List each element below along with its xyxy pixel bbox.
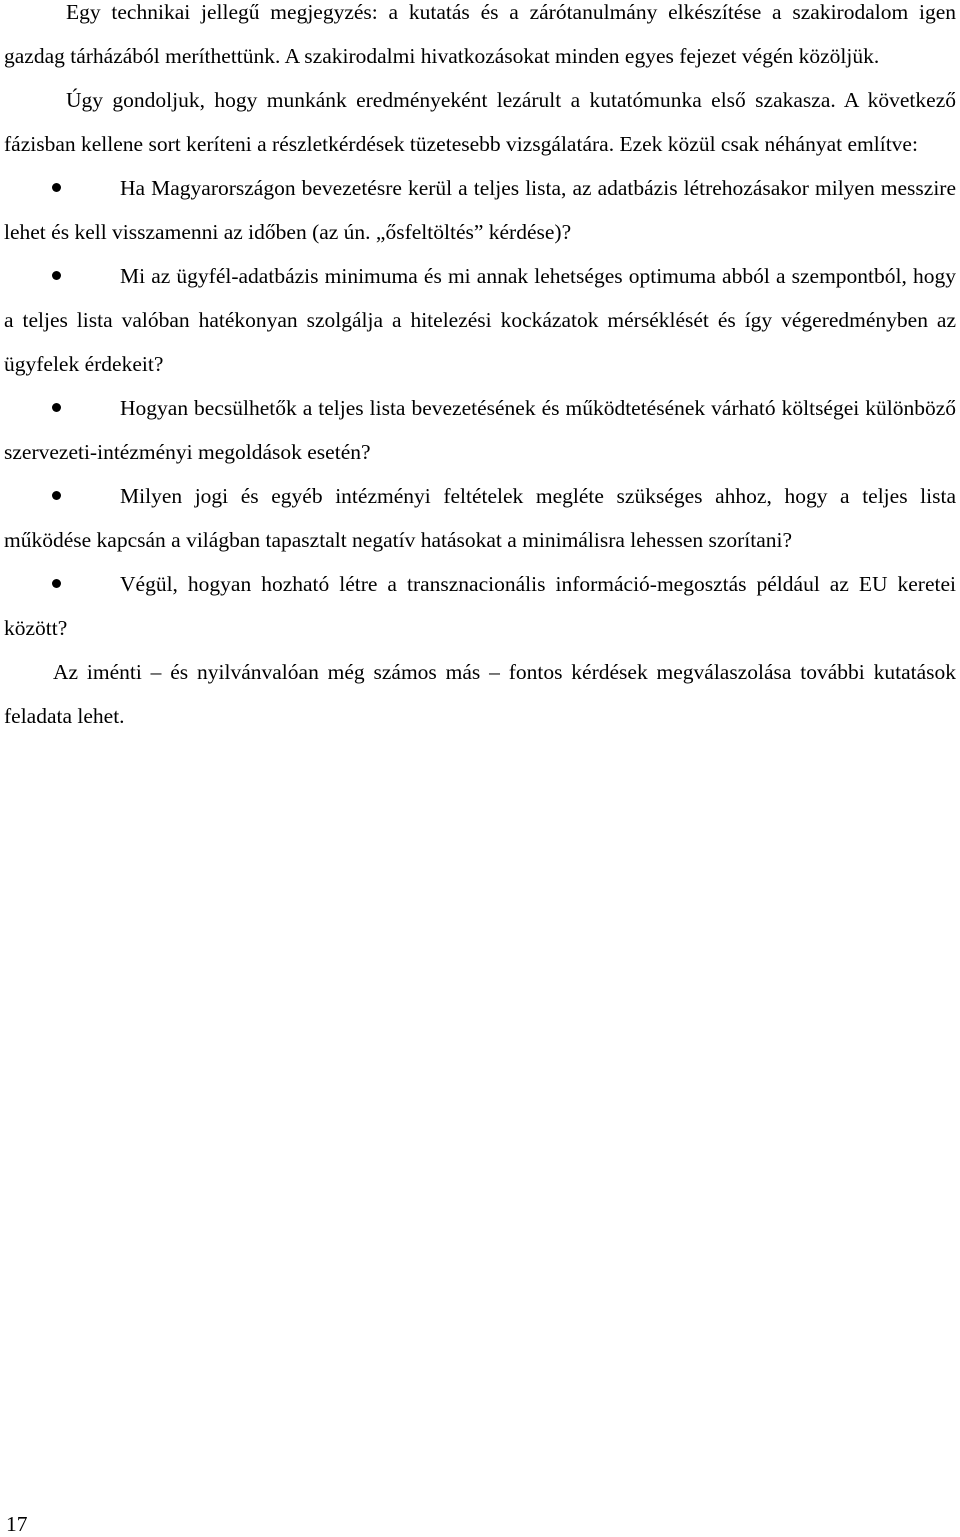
question-list <box>4 166 956 650</box>
bullet-icon <box>52 271 61 280</box>
list-item <box>4 166 956 254</box>
paragraph-closing: Az iménti – és nyilvánvalóan még számos más – fontos kérdések megválaszolása további kutatások feladata lehet. <box>4 660 956 728</box>
list-item-text: Végül, hogyan hozható létre a transznacionális információ-megosztás például az EU keretei között? <box>4 572 956 640</box>
bullet-icon <box>52 403 61 412</box>
bullet-icon <box>52 183 61 192</box>
list-item <box>4 474 956 562</box>
bullet-icon <box>52 491 61 500</box>
list-item <box>4 562 956 650</box>
bullet-icon <box>52 579 61 588</box>
list-item-text: Mi az ügyfél-adatbázis minimuma és mi annak lehetséges optimuma abból a szempontból, hogy a teljes lista valóban hatékonyan szolgálja a hitelezési kockázatok mérséklését és így végeredményben az ügyfelek érdekeit? <box>4 264 956 376</box>
paragraph-next-phase: Úgy gondoljuk, hogy munkánk eredményeként lezárult a kutatómunka első szakasza. A következő fázisban kellene sort keríteni a részletkérdések tüzetesebb vizsgálatára. Ezek közül csak néhányat említve: <box>4 88 956 156</box>
document-body <box>4 0 956 738</box>
list-item-text: Hogyan becsülhetők a teljes lista bevezetésének és működtetésének várható költségei különböző szervezeti-intézményi megoldások esetén? <box>4 396 956 464</box>
paragraph-technical-note: Egy technikai jellegű megjegyzés: a kutatás és a zárótanulmány elkészítése a szakirodalom igen gazdag tárházából meríthettünk. A szakirodalmi hivatkozásokat minden egyes fejezet végén közöljük. <box>4 0 956 68</box>
list-item <box>4 254 956 386</box>
list-item-text: Ha Magyarországon bevezetésre kerül a teljes lista, az adatbázis létrehozásakor milyen messzire lehet és kell visszamenni az időben (az ún. „ősfeltöltés” kérdése)? <box>4 176 956 244</box>
list-item-text: Milyen jogi és egyéb intézményi feltételek megléte szükséges ahhoz, hogy a teljes lista működése kapcsán a világban tapasztalt negatív hatásokat a minimálisra lehessen szorítani? <box>4 484 956 552</box>
list-item <box>4 386 956 474</box>
page-number: 17 <box>6 1512 28 1536</box>
